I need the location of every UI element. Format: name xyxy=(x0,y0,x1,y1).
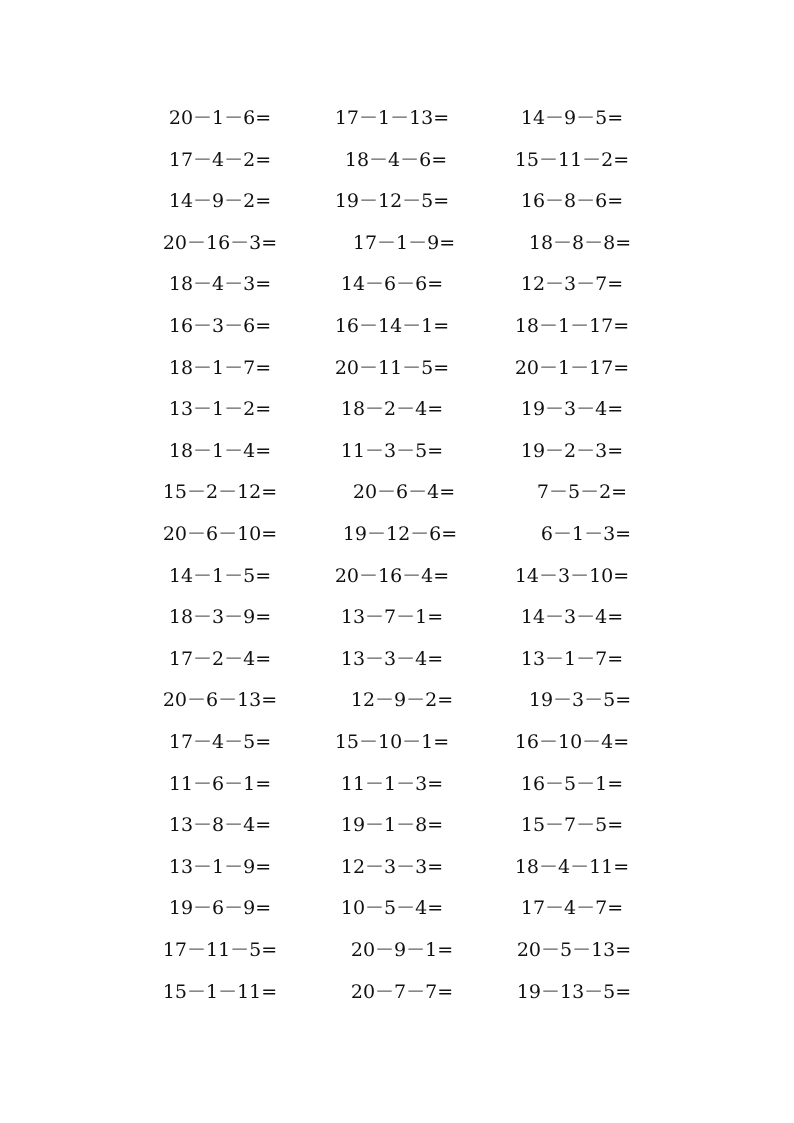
subtraction-problem: 16－5－1= xyxy=(520,772,624,795)
subtraction-problem: 13－1－2= xyxy=(168,398,272,421)
problem-row xyxy=(0,810,794,840)
subtraction-problem: 13－3－4= xyxy=(340,647,444,670)
subtraction-problem: 14－1－5= xyxy=(168,564,272,587)
subtraction-problem: 11－6－1= xyxy=(168,772,272,795)
problem-row xyxy=(0,644,794,674)
subtraction-problem: 20－11－5= xyxy=(334,356,450,379)
subtraction-problem: 20－1－6= xyxy=(168,107,272,129)
subtraction-problem: 16－3－6= xyxy=(168,315,272,337)
subtraction-problem: 11－3－5= xyxy=(340,439,444,462)
problem-row xyxy=(0,269,794,299)
subtraction-problem: 15－7－5= xyxy=(520,814,624,837)
subtraction-problem: 18－4－3= xyxy=(168,273,272,296)
subtraction-problem: 12－9－2= xyxy=(350,689,454,712)
problem-row xyxy=(0,394,794,424)
subtraction-problem: 15－11－2= xyxy=(514,148,630,171)
subtraction-problem: 18－8－8= xyxy=(528,231,632,254)
problem-row xyxy=(0,103,794,133)
subtraction-problem: 18－1－7= xyxy=(168,356,272,379)
subtraction-problem: 19－3－4= xyxy=(520,398,624,421)
subtraction-problem: 19－13－5= xyxy=(516,980,632,1003)
problem-row xyxy=(0,519,794,549)
problem-row xyxy=(0,561,794,591)
problem-row xyxy=(0,145,794,175)
subtraction-problem: 13－7－1= xyxy=(340,606,444,629)
problem-row xyxy=(0,353,794,383)
subtraction-problem: 13－1－9= xyxy=(168,855,272,878)
subtraction-problem: 14－9－5= xyxy=(520,107,624,129)
subtraction-problem: 17－2－4= xyxy=(168,647,272,670)
problem-row xyxy=(0,935,794,965)
subtraction-problem: 17－11－5= xyxy=(162,939,278,961)
subtraction-problem: 14－3－10= xyxy=(514,564,630,587)
subtraction-problem: 20－7－7= xyxy=(350,980,454,1003)
subtraction-problem: 17－4－5= xyxy=(168,731,272,753)
subtraction-problem: 14－6－6= xyxy=(340,273,444,296)
subtraction-problem: 18－1－17= xyxy=(514,315,630,337)
subtraction-problem: 14－9－2= xyxy=(168,190,272,213)
subtraction-problem: 18－3－9= xyxy=(168,606,272,629)
subtraction-problem: 17－1－13= xyxy=(334,107,450,129)
subtraction-problem: 19－6－9= xyxy=(168,897,272,920)
problem-row xyxy=(0,977,794,1007)
subtraction-problem: 20－1－17= xyxy=(514,356,630,379)
subtraction-problem: 20－5－13= xyxy=(516,939,632,961)
subtraction-problem: 20－16－3= xyxy=(162,231,278,254)
problem-row xyxy=(0,727,794,757)
subtraction-problem: 12－3－3= xyxy=(340,855,444,878)
subtraction-problem: 18－2－4= xyxy=(340,398,444,421)
subtraction-problem: 15－10－1= xyxy=(334,731,450,753)
subtraction-problem: 19－12－5= xyxy=(334,190,450,213)
subtraction-problem: 10－5－4= xyxy=(340,897,444,920)
subtraction-problem: 13－1－7= xyxy=(520,647,624,670)
subtraction-problem: 20－6－13= xyxy=(162,689,278,712)
problem-row xyxy=(0,311,794,341)
problem-row xyxy=(0,186,794,216)
subtraction-problem: 20－6－4= xyxy=(352,481,456,504)
problem-row xyxy=(0,769,794,799)
subtraction-problem: 19－2－3= xyxy=(520,439,624,462)
subtraction-problem: 17－4－7= xyxy=(520,897,624,920)
subtraction-problem: 19－3－5= xyxy=(528,689,632,712)
subtraction-problem: 16－8－6= xyxy=(520,190,624,213)
subtraction-problem: 12－3－7= xyxy=(520,273,624,296)
problem-row xyxy=(0,228,794,258)
subtraction-problem: 14－3－4= xyxy=(520,606,624,629)
problem-row xyxy=(0,602,794,632)
subtraction-problem: 17－1－9= xyxy=(352,231,456,254)
subtraction-problem: 18－1－4= xyxy=(168,439,272,462)
problem-row xyxy=(0,477,794,507)
subtraction-problem: 15－1－11= xyxy=(162,980,278,1003)
subtraction-problem: 6－1－3= xyxy=(540,523,632,545)
subtraction-problem: 20－9－1= xyxy=(350,939,454,961)
subtraction-problem: 19－1－8= xyxy=(340,814,444,837)
subtraction-problem: 16－10－4= xyxy=(514,731,630,753)
subtraction-problem: 16－14－1= xyxy=(334,315,450,337)
subtraction-problem: 13－8－4= xyxy=(168,814,272,837)
subtraction-problem: 17－4－2= xyxy=(168,148,272,171)
problem-row xyxy=(0,893,794,923)
subtraction-problem: 15－2－12= xyxy=(162,481,278,504)
problem-row xyxy=(0,852,794,882)
subtraction-problem: 20－16－4= xyxy=(334,564,450,587)
subtraction-problem: 20－6－10= xyxy=(162,523,278,545)
problem-row xyxy=(0,436,794,466)
problem-row xyxy=(0,685,794,715)
subtraction-problem: 18－4－6= xyxy=(344,148,448,171)
subtraction-problem: 19－12－6= xyxy=(342,523,458,545)
subtraction-problem: 18－4－11= xyxy=(514,855,630,878)
subtraction-problem: 7－5－2= xyxy=(536,481,628,504)
subtraction-problem: 11－1－3= xyxy=(340,772,444,795)
